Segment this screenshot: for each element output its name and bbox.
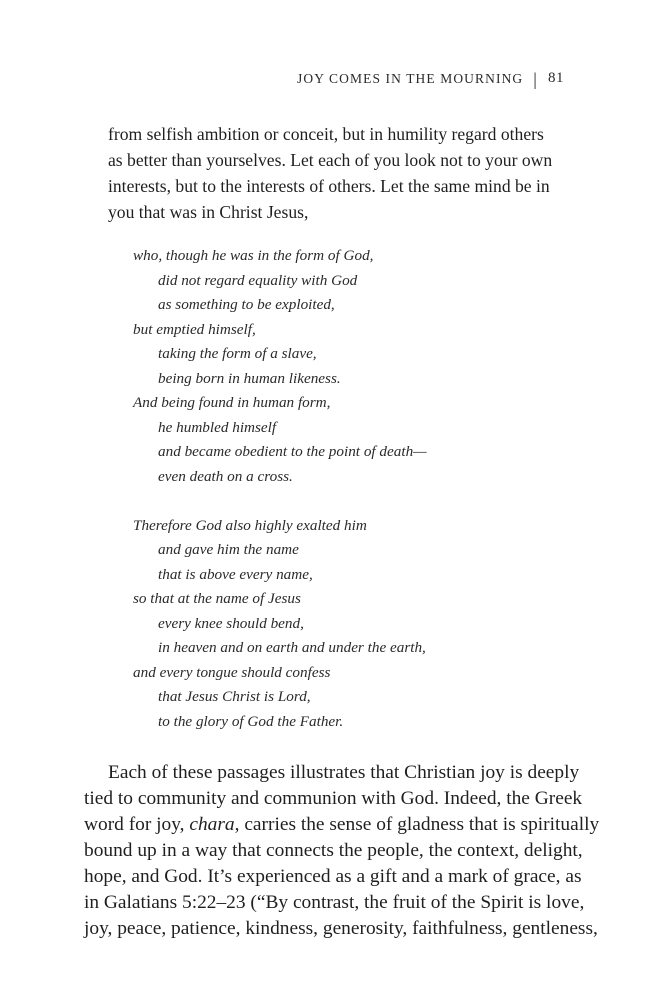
running-title: JOY COMES IN THE MOURNING <box>297 70 524 86</box>
block-quote <box>108 121 568 225</box>
poem-line: that Jesus Christ is Lord, <box>158 688 311 705</box>
poem-line: And being found in human form, <box>133 394 331 411</box>
paragraph-text-run: , carries the sense of gladness that is spiritually <box>234 814 600 835</box>
paragraph-line: tied to community and communion with God. Indeed, the Greek <box>84 788 583 809</box>
poem-line: but emptied himself, <box>133 320 256 338</box>
paragraph-text <box>84 760 600 942</box>
poem-line: being born in human likeness. <box>158 369 341 387</box>
header-separator: | <box>533 68 538 89</box>
poem-line: taking the form of a slave, <box>158 345 317 362</box>
stanza-break <box>133 489 553 514</box>
poem-line: so that at the name of Jesus <box>133 590 301 607</box>
page-number: 81 <box>548 70 564 86</box>
poem-line: every knee should bend, <box>158 614 304 632</box>
paragraph-line: bound up in a way that connects the people, the context, delight, <box>84 840 583 861</box>
block-line: interests, but to the interests of others. Let the same mind be in <box>108 176 550 196</box>
poem-line: that is above every name, <box>158 565 313 583</box>
poem-line: and became obedient to the point of death— <box>158 443 427 460</box>
paragraph-line: hope, and God. It’s experienced as a gift and a mark of grace, as <box>84 866 582 887</box>
block-quote-text <box>108 121 568 225</box>
poem-line: Therefore God also highly exalted him <box>133 516 367 534</box>
poem-line: in heaven and on earth and under the earth, <box>158 639 426 656</box>
poem-line: and every tongue should confess <box>133 663 331 681</box>
body-paragraph <box>84 760 600 942</box>
paragraph-line: Each of these passages illustrates that Christian joy is deeply <box>108 762 580 783</box>
poem-line: who, though he was in the form of God, <box>133 247 374 264</box>
poem-line: as something to be exploited, <box>158 296 335 313</box>
poem-line: even death on a cross. <box>158 467 293 485</box>
block-line: as better than yourselves. Let each of you look not to your own <box>108 150 553 170</box>
poem-line: he humbled himself <box>158 418 277 436</box>
poem-line: to the glory of God the Father. <box>158 712 344 730</box>
block-line: you that was in Christ Jesus, <box>108 202 309 222</box>
block-line: from selfish ambition or conceit, but in humility regard others <box>108 124 544 144</box>
paragraph-line: joy, peace, patience, kindness, generosity, faithfulness, gentleness, <box>84 918 598 939</box>
paragraph-line: in Galatians 5:22–23 (“By contrast, the fruit of the Spirit is love, <box>84 892 585 913</box>
running-header <box>297 70 564 87</box>
poem-quote <box>133 244 553 734</box>
poem-line: and gave him the name <box>158 541 299 558</box>
paragraph-line <box>84 812 600 838</box>
greek-word: chara <box>189 814 235 835</box>
poem-line: did not regard equality with God <box>158 271 358 289</box>
paragraph-text-run: word for joy, <box>84 814 190 835</box>
